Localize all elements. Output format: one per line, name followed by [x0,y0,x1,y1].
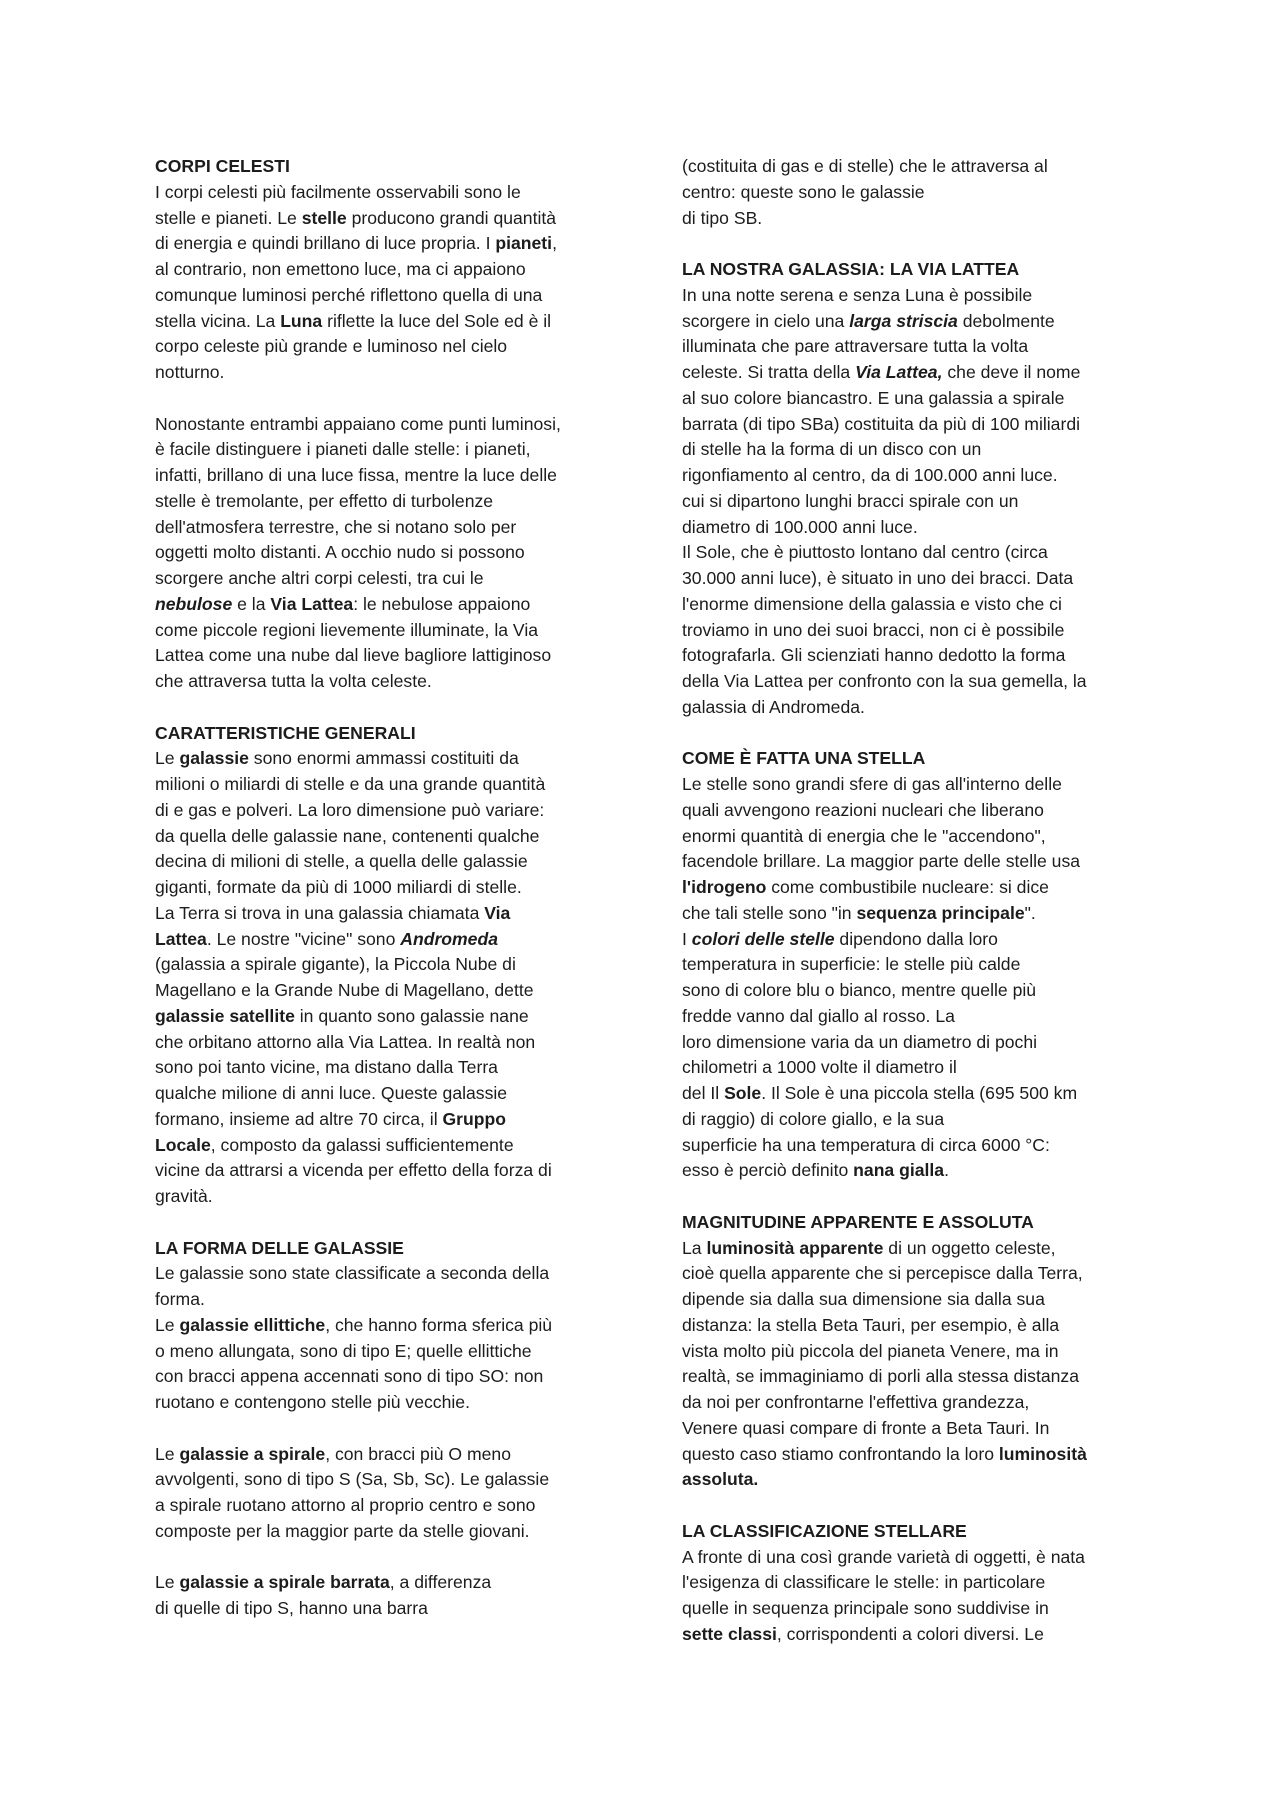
paragraph-line: o meno allungata, sono di tipo E; quelle ellittiche [155,1340,532,1361]
bold-term: galassie satellite [155,1005,295,1026]
text-run: . [944,1160,949,1181]
paragraph-line [682,1622,1137,1648]
bold-term: nana gialla [853,1160,945,1181]
paragraph-gap [682,231,1137,257]
paragraph-line: da noi per confrontarne l'effettiva grandezza, [682,1392,1030,1412]
paragraph-line [155,309,610,335]
bold-term: stelle [301,207,347,228]
paragraph-line: qualche milione di anni luce. Queste galassie [155,1083,508,1103]
text-run: stelle e pianeti. Le [155,207,302,228]
text-run: scorgere in cielo una [682,310,850,331]
text-run: formano, insieme ad altre 70 circa, il [155,1108,443,1129]
paragraph-line [155,746,610,772]
text-run: Le [155,1572,180,1593]
section-spirale-barrata [155,1570,610,1622]
paragraph-gap [682,1184,1137,1210]
bold-italic-term: Andromeda [400,928,499,949]
paragraph-line: barrata (di tipo SBa) costituita da più di 100 miliardi [682,413,1081,434]
paragraph-line: Le galassie sono state classificate a seconda della [155,1263,550,1284]
paragraph-line: quali avvengono reazioni nucleari che liberano [682,799,1044,820]
paragraph-line: sono poi tanto vicine, ma distano dalla Terra [155,1057,498,1078]
bold-italic-term: colori delle stelle [691,928,835,949]
text-run: producono grandi quantità [346,207,557,228]
paragraph-line: notturno. [155,362,225,382]
text-run: di un oggetto celeste, [883,1237,1056,1258]
text-run: . Le nostre "vicine" sono [206,928,401,949]
paragraph-line: centro: queste sono le galassie [682,181,925,202]
paragraph-line: che attraversa tutta la volta celeste. [155,671,432,691]
paragraph-line: della Via Lattea per confronto con la sua gemella, la [682,671,1087,691]
text-run: questo caso stiamo confrontando la loro [682,1443,999,1464]
paragraph-line: al suo colore biancastro. E una galassia a spirale [682,387,1065,408]
paragraph-line: assoluta. [682,1469,759,1490]
paragraph-line: di quelle di tipo S, hanno una barra [155,1598,428,1618]
paragraph-line: l'enorme dimensione della galassia e visto che ci [682,593,1062,614]
section-heading: CARATTERISTICHE GENERALI [155,722,416,743]
paragraph-line: oggetti molto distanti. A occhio nudo si possono [155,542,525,563]
paragraph-line: di tipo SB. [682,207,763,228]
paragraph-gap [682,1493,1137,1519]
paragraph-line: I corpi celesti più facilmente osservabili sono le [155,181,521,202]
paragraph-line: distanza: la stella Beta Tauri, per esempio, è alla [682,1314,1060,1335]
paragraph-line: quelle in sequenza principale sono suddivise in [682,1598,1049,1618]
paragraph-line: fredde vanno dal giallo al rosso. La [682,1005,955,1026]
section-classificazione [682,1519,1137,1648]
section-heading: LA CLASSIFICAZIONE STELLARE [682,1520,967,1541]
paragraph-line: cioè quella apparente che si percepisce dalla Terra, [682,1263,1083,1284]
section-caratteristiche-generali [155,721,610,1210]
paragraph-line [155,1570,610,1596]
text-run: riflette la luce del Sole ed è il [322,310,552,331]
bold-term: galassie a spirale [179,1443,326,1464]
text-run: , composto da galassi sufficientemente [210,1134,514,1155]
text-run: esso è perciò definito [682,1160,854,1181]
paragraph-line: diametro di 100.000 anni luce. [682,516,918,537]
left-column [155,154,610,1622]
bold-term: l'idrogeno [682,877,767,897]
text-run: celeste. Si tratta della [682,362,856,382]
paragraph-line: dipende sia dalla sua dimensione sia dalla sua [682,1289,1045,1309]
paragraph-line: (galassia a spirale gigante), la Piccola Nube di [155,954,516,975]
paragraph-line [155,231,610,257]
paragraph-line: al contrario, non emettono luce, ma ci appaiono [155,259,526,279]
text-run: che tali stelle sono "in [682,902,857,923]
paragraph-gap [155,1416,610,1442]
paragraph-line: decina di milioni di stelle, a quella delle galassie [155,851,528,872]
paragraph-line: realtà, se immaginiamo di porli alla stessa distanza [682,1366,1080,1387]
bold-term: Gruppo [442,1108,507,1129]
paragraph-line [682,360,1137,386]
paragraph-line [682,309,1137,335]
paragraph-line: enormi quantità di energia che le "accendono", [682,825,1046,846]
paragraph-line [155,1004,610,1030]
text-run: debolmente [957,310,1055,331]
text-run: , [552,233,557,254]
paragraph-line: sono di colore blu o bianco, mentre quelle più [682,980,1037,1000]
paragraph-line [155,927,610,953]
paragraph-line: cui si dipartono lunghi bracci spirale con un [682,490,1019,511]
paragraph-line: di stelle ha la forma di un disco con un [682,439,982,460]
paragraph-gap [155,1210,610,1236]
paragraph-gap [155,386,610,412]
paragraph-line: comunque luminosi perché riflettono quella di una [155,284,543,305]
paragraph-line: corpo celeste più grande e luminoso nel cielo [155,336,508,357]
bold-term: galassie a spirale barrata [179,1572,390,1593]
bold-term: luminosità apparente [706,1237,884,1258]
paragraph-line: troviamo in uno dei suoi bracci, non ci è possibile [682,619,1065,640]
paragraph-line: superficie ha una temperatura di circa 6000 °C: [682,1134,1050,1155]
bold-italic-term: nebulose [155,593,233,614]
paragraph-line: 30.000 anni luce), è situato in uno dei bracci. Data [682,568,1074,588]
paragraph-gap [155,695,610,721]
text-run: e la [232,593,271,614]
section-heading: MAGNITUDINE APPARENTE E ASSOLUTA [682,1211,1034,1232]
text-run: , con bracci più O meno [325,1443,512,1464]
paragraph-line: da quella delle galassie nane, contenenti qualche [155,825,540,846]
paragraph-line [682,1442,1137,1468]
paragraph-line: forma. [155,1289,205,1309]
text-run: di energia e quindi brillano di luce propria. I [155,233,496,254]
paragraph-line [682,927,1137,953]
paragraph-line: (costituita di gas e di stelle) che le attraversa al [682,156,1048,176]
paragraph-line: vista molto più piccola del pianeta Venere, ma in [682,1340,1059,1361]
bold-term: Via Lattea [270,593,354,614]
section-pianeti-stelle [155,412,610,695]
bold-term: Via [484,902,511,923]
paragraph-line [155,1107,610,1133]
paragraph-line: vicine da attrarsi a vicenda per effetto della forza di [155,1160,552,1181]
paragraph-line: scorgere anche altri corpi celesti, tra cui le [155,568,484,588]
section-continuation [682,154,1137,231]
paragraph-line [155,206,610,232]
text-run: ". [1024,902,1036,923]
paragraph-line: In una notte serena e senza Luna è possibile [682,284,1033,305]
paragraph-line: galassia di Andromeda. [682,696,865,717]
paragraph-line [155,1133,610,1159]
bold-term: Sole [724,1083,762,1103]
paragraph-line: infatti, brillano di una luce fissa, mentre la luce delle [155,465,557,485]
section-heading: LA FORMA DELLE GALASSIE [155,1237,404,1258]
text-run: come combustibile nucleare: si dice [766,877,1049,897]
paragraph-line: loro dimensione varia da un diametro di pochi [682,1031,1038,1052]
text-run: : le nebulose appaiono [353,593,531,614]
text-run: I [682,928,692,949]
paragraph-line: ruotano e contengono stelle più vecchie. [155,1392,470,1412]
paragraph-gap [155,1545,610,1571]
text-run: del Il [682,1083,725,1103]
text-run: che deve il nome [942,362,1081,382]
section-stella [682,746,1137,1184]
paragraph-line: Lattea come una nube dal lieve bagliore lattiginoso [155,645,552,666]
text-run: in quanto sono galassie nane [294,1005,529,1026]
paragraph-line: è facile distinguere i pianeti dalle stelle: i pianeti, [155,439,531,460]
text-run: Le [155,1314,180,1335]
paragraph-line: A fronte di una così grande varietà di oggetti, è nata [682,1546,1085,1567]
section-magnitudine [682,1210,1137,1493]
bold-term: Luna [280,310,323,331]
bold-term: sette classi [682,1623,777,1644]
paragraph-line: Il Sole, che è piuttosto lontano dal centro (circa [682,542,1048,563]
section-heading: CORPI CELESTI [155,156,290,176]
text-run: Le [155,748,180,769]
section-corpi-celesti [155,154,610,386]
paragraph-line: avvolgenti, sono di tipo S (Sa, Sb, Sc). Le galassie [155,1469,550,1490]
text-run: sono enormi ammassi costituiti da [248,748,519,769]
bold-term: galassie [179,748,249,769]
paragraph-line: dell'atmosfera terrestre, che si notano solo per [155,516,517,537]
bold-term: galassie ellittiche [179,1314,326,1335]
paragraph-line: stelle è tremolante, per effetto di turbolenze [155,490,494,511]
paragraph-line: di raggio) di colore giallo, e la sua [682,1108,945,1129]
paragraph-line [682,1236,1137,1262]
bold-term: luminosità [998,1443,1087,1464]
paragraph-line: fotografarla. Gli scienziati hanno dedotto la forma [682,645,1066,666]
text-run: La [682,1237,707,1258]
paragraph-line: temperatura in superficie: le stelle più calde [682,954,1021,975]
bold-italic-term: Via Lattea, [855,362,943,382]
text-run: dipendono dalla loro [834,928,998,949]
paragraph-line: Le stelle sono grandi sfere di gas all'interno delle [682,774,1062,794]
section-galassie-spirale [155,1442,610,1545]
bold-term: pianeti [495,233,553,254]
text-run: , corrispondenti a colori diversi. Le [776,1623,1044,1644]
paragraph-line: come piccole regioni lievemente illuminate, la Via [155,619,539,640]
text-run: stella vicina. La [155,310,281,331]
text-run: , che hanno forma sferica più [325,1314,553,1335]
paragraph-line: chilometri a 1000 volte il diametro il [682,1057,957,1078]
paragraph-line [682,1081,1137,1107]
paragraph-line: illuminata che pare attraversare tutta la volta [682,336,1029,357]
bold-term: sequenza principale [856,902,1025,923]
paragraph-line: composte per la maggior parte da stelle giovani. [155,1520,530,1541]
paragraph-line: Magellano e la Grande Nube di Magellano, dette [155,980,534,1000]
paragraph-line: rigonfiamento al centro, da di 100.000 anni luce. [682,465,1058,485]
paragraph-line: di e gas e polveri. La loro dimensione può variare: [155,799,545,820]
paragraph-line [155,1313,610,1339]
paragraph-line: gravità. [155,1186,213,1206]
paragraph-line [682,901,1137,927]
paragraph-line [682,875,1137,901]
paragraph-line: giganti, formate da più di 1000 miliardi di stelle. [155,877,522,897]
paragraph-line: a spirale ruotano attorno al proprio centro e sono [155,1495,536,1515]
section-heading: LA NOSTRA GALASSIA: LA VIA LATTEA [682,259,1020,279]
paragraph-line [155,1442,610,1468]
paragraph-line [682,1158,1137,1184]
right-column [682,154,1137,1648]
paragraph-line: Nonostante entrambi appaiano come punti luminosi, [155,413,561,434]
bold-term: Lattea [155,928,207,949]
paragraph-line: Venere quasi compare di fronte a Beta Tauri. In [682,1417,1050,1438]
paragraph-line: facendole brillare. La maggior parte delle stelle usa [682,851,1081,872]
section-via-lattea [682,257,1137,721]
paragraph-line: con bracci appena accennati sono di tipo SO: non [155,1366,544,1387]
bold-term: Locale [155,1134,211,1155]
paragraph-line: milioni o miliardi di stelle e da una grande quantità [155,774,546,794]
text-run: , a differenza [389,1572,492,1593]
paragraph-line: l'esigenza di classificare le stelle: in particolare [682,1572,1046,1593]
paragraph-line [155,592,610,618]
section-heading: COME È FATTA UNA STELLA [682,748,926,769]
paragraph-line [155,901,610,927]
bold-italic-term: larga striscia [849,310,958,331]
paragraph-gap [682,721,1137,747]
text-run: . Il Sole è una piccola stella (695 500 km [761,1083,1078,1103]
section-forma-galassie [155,1236,610,1416]
text-run: La Terra si trova in una galassia chiamata [155,902,485,923]
paragraph-line: che orbitano attorno alla Via Lattea. In realtà non [155,1031,536,1052]
text-run: Le [155,1443,180,1464]
